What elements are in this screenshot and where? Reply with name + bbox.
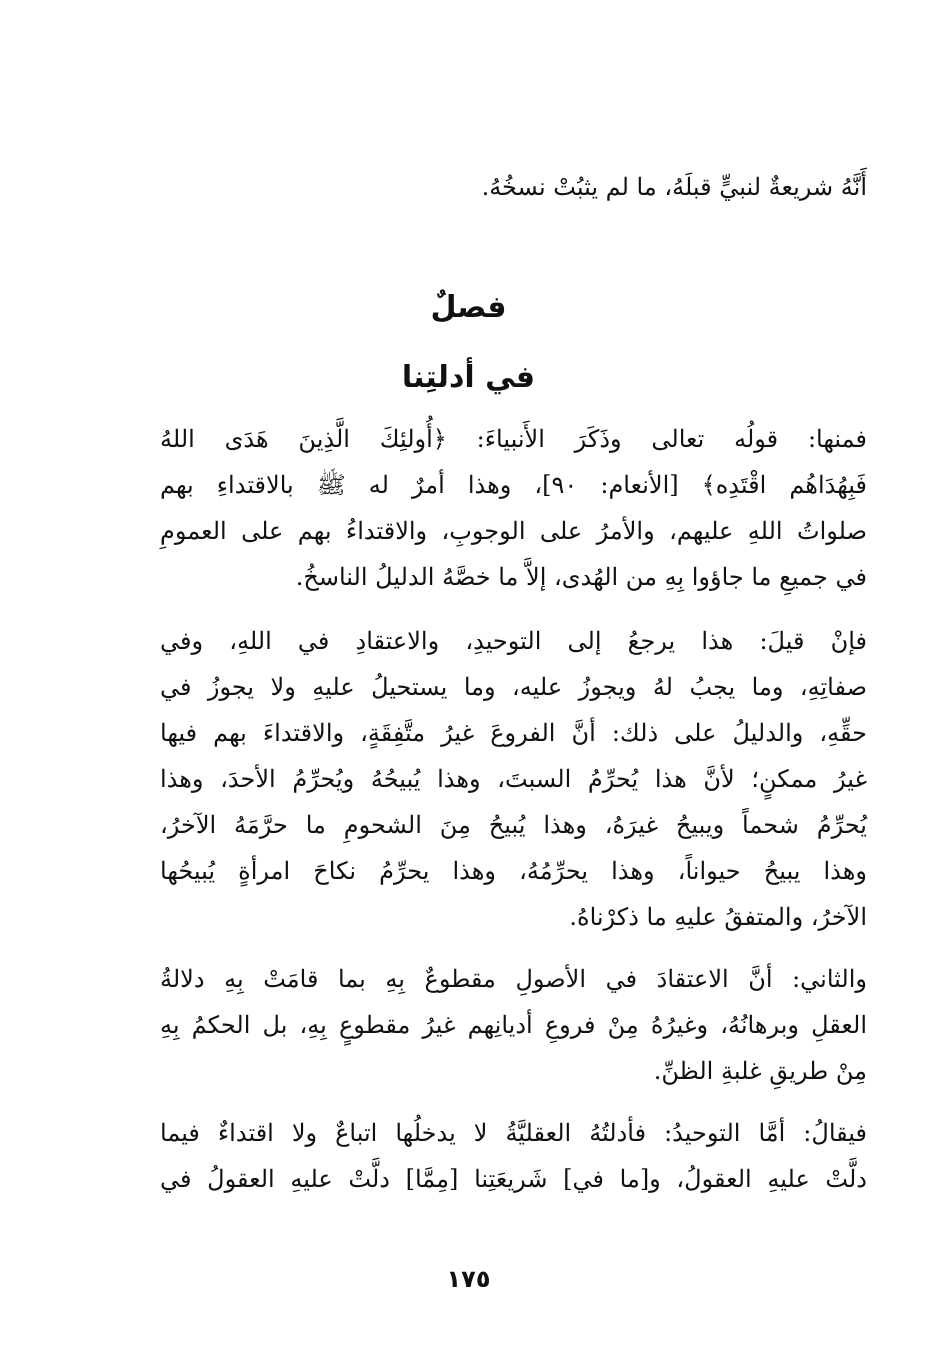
- page-number: ١٧٥: [446, 1265, 491, 1293]
- text-line: الآخرُ، والمتفقُ عليهِ ما ذكرْناهُ.: [569, 903, 867, 931]
- text-line: فَبِهُدَاهُم اقْتَدِه﴾ [الأنعام: ٩٠]، وهذا أمرٌ له ﷺ بالاقتداءِ بهم: [160, 471, 867, 499]
- text-line: وهذا يبيحُ حيواناً، وهذا يحرِّمُهُ، وهذا يحرِّمُ نكاحَ امرأةٍ يُبيحُها: [160, 857, 867, 885]
- text-line: فإنْ قيلَ: هذا يرجعُ إلى التوحيدِ، والاعتقادِ في اللهِ، وفي: [160, 627, 867, 655]
- text-line: فيقالُ: أمَّا التوحيدُ: فأدلتُهُ العقليَّةُ لا يدخلُها اتباعٌ ولا اقتداءٌ فيما: [160, 1119, 867, 1147]
- intro-line: أَنَّهُ شريعةٌ لنبيٍّ قبلَهُ، ما لم يثبُتْ نسخُهُ.: [481, 173, 867, 201]
- text-line: والثاني: أنَّ الاعتقادَ في الأصولِ مقطوعٌ بِهِ بما قامَتْ بِهِ دلالةُ: [160, 965, 867, 993]
- text-line: دلَّتْ عليهِ العقولُ، و[ما في] شَريعَتِنا [مِمَّا] دلَّتْ عليهِ العقولُ في: [160, 1165, 867, 1193]
- text-line: يُحرِّمُ شحماً ويبيحُ غيرَهُ، وهذا يُبيحُ مِنَ الشحومِ ما حرَّمَهُ الآخرُ،: [160, 811, 867, 839]
- text-line: في جميعِ ما جاؤوا بِهِ من الهُدى، إلاَّ ما خصَّهُ الدليلُ الناسخُ.: [295, 563, 867, 591]
- text-line: صلواتُ اللهِ عليهم، والأمرُ على الوجوبِ، والاقتداءُ بهم على العمومِ: [160, 517, 867, 545]
- text-line: فمنها: قولُه تعالى وذَكَرَ الأَنبياءَ: ﴿أُولئِكَ الَّذِينَ هَدَى اللهُ: [160, 425, 867, 453]
- text-line: مِنْ طريقِ غلبةِ الظنِّ.: [653, 1057, 867, 1085]
- section-subtitle: في أدلتِنا: [401, 360, 536, 395]
- text-line: غيرُ ممكنٍ؛ لأنَّ هذا يُحرِّمُ السبتَ، وهذا يُبيحُهُ ويُحرِّمُ الأحدَ، وهذا: [160, 765, 867, 793]
- text-line: حقِّهِ، والدليلُ على ذلك: أنَّ الفروعَ غيرُ متَّفِقَةٍ، والاقتداءَ بهم فيها: [160, 719, 868, 747]
- text-line: العقلِ وبرهانُهُ، وغيرُهُ مِنْ فروعِ أديانِهم غيرُ مقطوعٍ بِهِ، بل الحكمُ بِهِ: [160, 1011, 867, 1039]
- section-title: فصلٌ: [430, 290, 507, 325]
- text-line: صفاتِهِ، وما يجبُ لهُ ويجوزُ عليه، وما يستحيلُ عليهِ ولا يجوزُ في: [160, 673, 867, 701]
